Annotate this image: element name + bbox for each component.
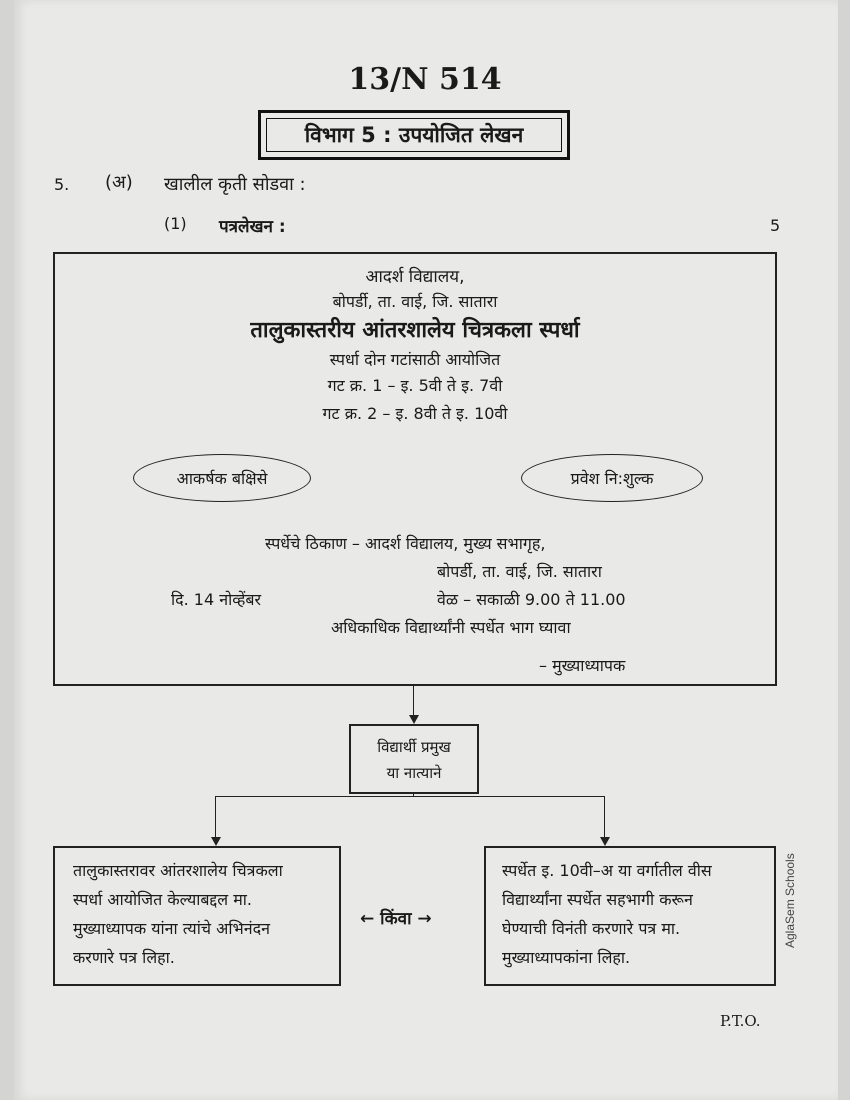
competition-notice	[53, 252, 777, 686]
question-instruction: खालील कृती सोडवा :	[164, 174, 306, 195]
option-2-line: स्पर्धेत इ. 10वी–अ या वर्गातील वीस	[502, 861, 712, 880]
option-2-line: घेण्याची विनंती करणारे पत्र मा.	[502, 919, 681, 938]
question-number: 5.	[54, 175, 70, 194]
option-1-line: स्पर्धा आयोजित केल्याबद्दल मा.	[73, 890, 253, 909]
school-name: आदर्श विद्यालय,	[365, 267, 465, 287]
signature: – मुख्याध्यापक	[539, 656, 626, 675]
relation-line-2: या नात्याने	[386, 764, 442, 782]
event-title: तालुकास्तरीय आंतरशालेय चित्रकला स्पर्धा	[250, 318, 580, 343]
venue-line-1: स्पर्धेचे ठिकाण – आदर्श विद्यालय, मुख्य सभागृह,	[265, 534, 546, 553]
watermark: AglaSem Schools	[783, 853, 797, 948]
part-title: पत्रलेखन :	[219, 217, 286, 237]
arrow-down-icon	[409, 715, 419, 724]
section-heading-box	[258, 110, 570, 160]
connector-line	[215, 796, 216, 837]
groups-intro: स्पर्धा दोन गटांसाठी आयोजित	[329, 350, 501, 369]
part-number: (1)	[164, 214, 187, 233]
option-letter-1	[53, 846, 341, 986]
event-time: वेळ – सकाळी 9.00 ते 11.00	[437, 590, 626, 609]
arrow-down-icon	[211, 837, 221, 846]
connector-line	[413, 686, 414, 715]
section-title: विभाग 5 : उपयोजित लेखन	[266, 118, 562, 152]
pto-label: P.T.O.	[720, 1012, 761, 1030]
school-address: बोपर्डी, ता. वाई, जि. सातारा	[332, 292, 498, 311]
option-2-line: विद्यार्थ्यांना स्पर्धेत सहभागी करून	[502, 890, 693, 909]
option-letter-2	[484, 846, 776, 986]
question-sub-label: (अ)	[105, 172, 133, 193]
marks: 5	[770, 216, 781, 235]
arrow-down-icon	[600, 837, 610, 846]
group-1: गट क्र. 1 – इ. 5वी ते इ. 7वी	[327, 376, 503, 395]
prizes-oval: आकर्षक बक्षिसे	[133, 454, 311, 502]
connector-line	[215, 796, 605, 797]
venue-line-2: बोपर्डी, ता. वाई, जि. सातारा	[437, 562, 602, 581]
paper-code: 13/N 514	[348, 62, 502, 97]
participation-appeal: अधिकाधिक विद्यार्थ्यांनी स्पर्धेत भाग घ्यावा	[331, 618, 571, 637]
option-1-line: तालुकास्तरावर आंतरशालेय चित्रकला	[73, 861, 283, 880]
or-label: ← किंवा →	[360, 909, 432, 929]
relation-line-1: विद्यार्थी प्रमुख	[377, 738, 451, 756]
free-entry-oval: प्रवेश नि:शुल्क	[521, 454, 703, 502]
option-1-line: मुख्याध्यापक यांना त्यांचे अभिनंदन	[73, 919, 270, 938]
connector-line	[604, 796, 605, 837]
option-1-line: करणारे पत्र लिहा.	[73, 948, 175, 967]
relation-box	[349, 724, 479, 794]
group-2: गट क्र. 2 – इ. 8वी ते इ. 10वी	[322, 404, 508, 423]
event-date: दि. 14 नोव्हेंबर	[171, 590, 262, 609]
option-2-line: मुख्याध्यापकांना लिहा.	[502, 948, 631, 967]
